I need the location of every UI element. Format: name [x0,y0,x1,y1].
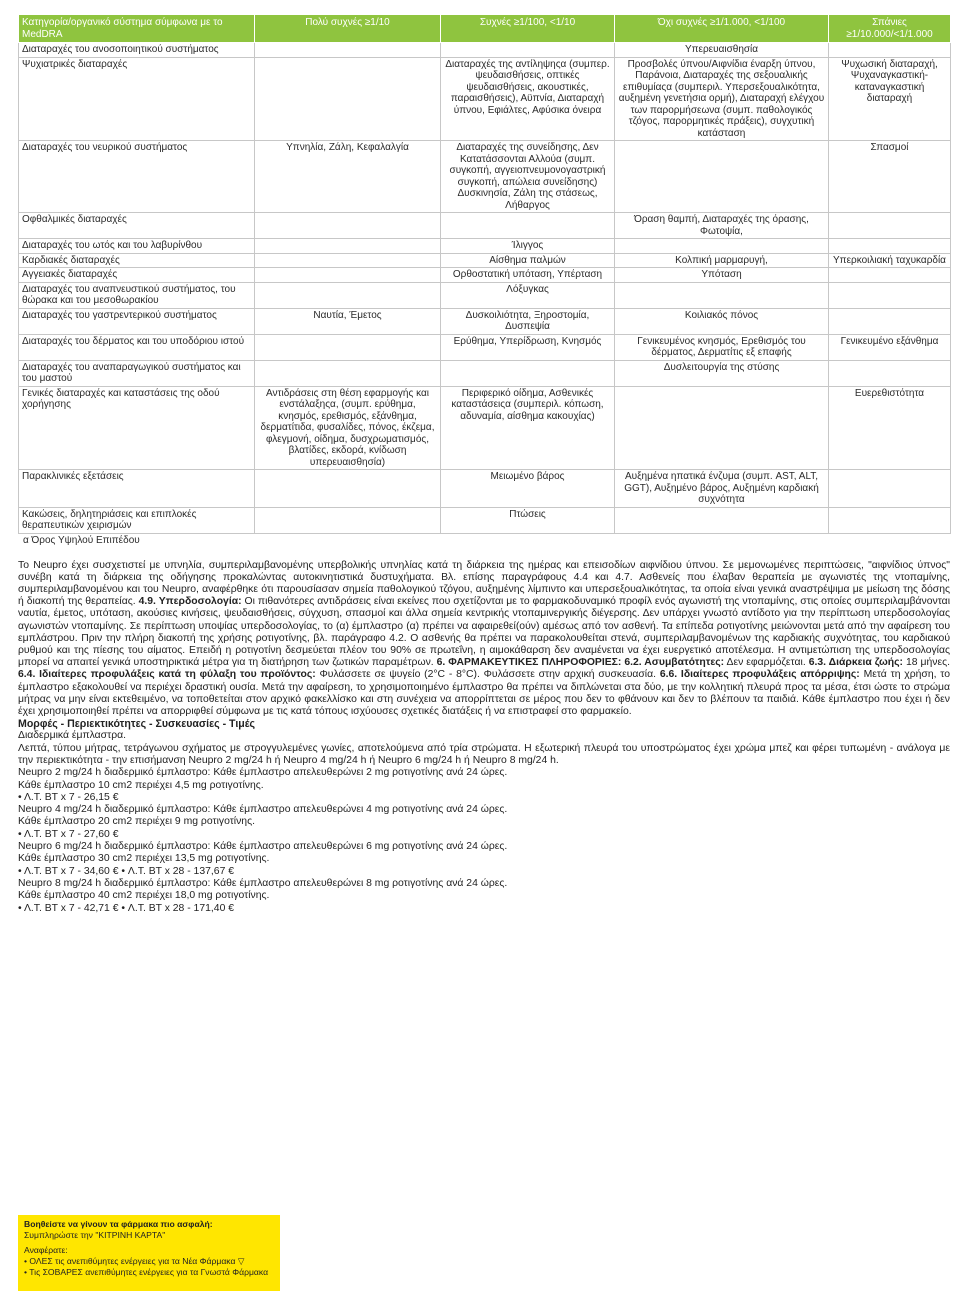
header-common: Συχνές ≥1/100, <1/10 [441,15,615,43]
table-cell: Κοιλιακός πόνος [615,308,829,334]
table-row [19,308,951,334]
table-cell [615,282,829,308]
table-cell [441,360,615,386]
forms-line: • Λ.Τ. ΒΤ x 7 - 34,60 € • Λ.Τ. ΒΤ x 28 - 137,67 € [18,865,235,877]
cell-system-organ-class: Διαταραχές του ανοσοποιητικού συστήματος [19,43,255,58]
table-row [19,386,951,470]
cell-system-organ-class: Διαταραχές του αναπαραγωγικού συστήματος και του μαστού [19,360,255,386]
table-row [19,507,951,533]
text-6-3: 18 μήνες. [905,657,950,669]
table-cell [829,282,951,308]
table-cell [255,470,441,508]
forms-line: Neupro 6 mg/24 h διαδερμικό έμπλαστρο: Κάθε έμπλαστρο απελευθερώνει 6 mg ροτιγοτίνης ανά 24 ώρες. [18,841,508,853]
table-cell: Ορθοστατική υπόταση, Υπέρταση [441,268,615,283]
text-6-4: Φυλάσσετε σε ψυγείο (2°C - 8°C). Φυλάσσετε στην αρχική συσκευασία. [319,669,657,681]
table-cell: Αίσθημα παλμών [441,253,615,268]
table-cell: Υπόταση [615,268,829,283]
table-footnote: α Όρος Υψηλού Επιπέδου [23,534,140,546]
forms-line: Neupro 2 mg/24 h διαδερμικό έμπλαστρο: Κάθε έμπλαστρο απελευθερώνει 2 mg ροτιγοτίνης ανά 24 ώρες. [18,767,508,779]
table-cell: Διαταραχές της συνείδησης, Δεν Κατατάσσονται Αλλούα (συμπ. συγκοπή, αγγειοπνευμονογαστρική συγκοπή, απώλεια συνείδησης) Δυσκινησία, Ζάλη της στάσεως, Λήθαργος [441,141,615,213]
cell-system-organ-class: Κακώσεις, δηλητηριάσεις και επιπλοκές θεραπευτικών χειρισμών [19,507,255,533]
yellow-card-box [18,1215,280,1291]
table-cell [255,507,441,533]
cell-system-organ-class: Διαταραχές του γαστρεντερικού συστήματος [19,308,255,334]
table-cell: Κολπική μαρμαρυγή, [615,253,829,268]
forms-line: Κάθε έμπλαστρο 30 cm2 περιέχει 13,5 mg ροτιγοτίνης. [18,853,270,865]
table-cell: Αυξημένα ηπατικά ένζυμα (συμπ. AST, ALT, GGT), Αυξημένο βάρος, Αυξημένη καρδιακή συχνότητα [615,470,829,508]
cell-system-organ-class: Διαταραχές του νευρικού συστήματος [19,141,255,213]
table-cell: Αντιδράσεις στη θέση εφαρμογής και ενστάλαξηςα, (συμπ. ερύθημα, κνησμός, ερεθισμός, εξάνθημα, δερματίτιδα, φυσαλίδες, πόνος, έκζεμα, φλεγμονή, οίδημα, δυσχρωματισμός, βλατίδες, εκδορά, κνίδωση υπερευαισθησία) [255,386,441,470]
table-cell [255,268,441,283]
table-row [19,282,951,308]
header-rare: Σπάνιες ≥1/10.000/<1/1.000 [829,15,951,43]
table-cell [255,282,441,308]
forms-line: • Λ.Τ. ΒΤ x 7 - 27,60 € [18,828,119,840]
table-body [19,43,951,534]
heading-4-9: 4.9. Υπερδοσολογία: [138,596,242,608]
table-row [19,253,951,268]
heading-6: 6. ΦΑΡΜΑΚΕΥΤΙΚΕΣ ΠΛΗΡΟΦΟΡΙΕΣ: 6.2. Ασυμβατότητες: [436,657,725,669]
yellow-card-title: Βοηθείστε να γίνουν τα φάρμακα πιο ασφαλή: [24,1219,213,1229]
forms-line: Λεπτά, τύπου μήτρας, τετράγωνου σχήματος με στρογγυλεμένες γωνίες, αποτελούμενα από τρία στρώματα. Η εξωτερική πλευρά του υποστρώματος έχει χρώμα μπεζ και φέρει τυπωμένη - ανάλογα με την περιεκτικότητα - την επισήμανση Neupro 2 mg/24 h ή Neupro 4 mg/24 h ή Neupro 6 mg/24 h ή Neupro 8 mg/24 h. [18,742,950,766]
heading-6-6: 6.6. Ιδιαίτερες προφυλάξεις απόρριψης: [659,669,860,681]
forms-line: • Λ.Τ. ΒΤ x 7 - 42,71 € • Λ.Τ. ΒΤ x 28 - 171,40 € [18,902,235,914]
table-cell [829,308,951,334]
yellow-card-item-new: • ΟΛΕΣ τις ανεπιθύμητες ενέργειες για τα Νέα Φάρμακα ▽ [24,1256,245,1266]
cell-system-organ-class: Αγγειακές διαταραχές [19,268,255,283]
table-cell: Διαταραχές της αντίληψηςα (συμπερ. ψευδαισθήσεις, οπτικές ψευδαισθήσεις, ακουστικές, παραισθήσεις), Αϋπνία, Διαταραχή ύπνου, Εφιάλτες, Αφύσικα όνειρα [441,57,615,141]
header-system-organ-class: Κατηγορία/οργανικό σύστημα σύμφωνα με το MedDRA [19,15,255,43]
table-row [19,57,951,141]
table-row [19,268,951,283]
table-cell: Μειωμένο βάρος [441,470,615,508]
body-text [18,560,950,915]
table-cell: Ναυτία, Έμετος [255,308,441,334]
table-cell [441,43,615,58]
table-cell: Πτώσεις [441,507,615,533]
table-row [19,334,951,360]
table-cell [829,43,951,58]
document-page [18,14,950,915]
cell-system-organ-class: Παρακλινικές εξετάσεις [19,470,255,508]
table-cell [255,213,441,239]
table-header-row [19,15,951,43]
cell-system-organ-class: Ψυχιατρικές διαταραχές [19,57,255,141]
table-row [19,213,951,239]
text-4-9: Οι πιθανότερες αντιδράσεις είναι εκείνες που σχετίζονται με το φαρμακοδυναμικό προφίλ ενός αγωνιστή της ντοπαμίνης, στις οποίες συμπεριλαμβάνονται ναυτία, έμετος, υπόταση, ακούσιες κινήσεις, ψευδαισθήσεις, σύγχυση, σπασμοί και άλλα σημεία κεντρικής ντοπαμινεργικής διέγερσης. Δεν υπάρχει γνωστό αντίδοτο για την περίπτωση υπερδοσολογίας αγωνιστών ντοπαμίνης. Σε περίπτωση υποψίας υπερδοσολογίας, το (α) έμπλαστρο (α) πρέπει να αφαιρεθεί(ούν) αμέσως από τον ασθενή. Τα επίπεδα ροτιγοτίνης μειώνονται μετά από την αφαίρεση του εμπλάστρου. Πριν την πλήρη διακοπή της χρήσης ροτιγοτίνης, βλ. παράγραφο 4.2. Ο ασθενής θα πρέπει να παρακολουθείται στενά, συμπεριλαμβανομένων της καρδιακής συχνότητας, του καρδιακού ρυθμού και της πίεσης του αίματος. Επειδή η ροτιγοτίνη δεσμεύεται πλέον του 90% σε πρωτεΐνη, η αιμοκάθαρση δεν αναμένεται να έχει ευεργετικό αποτέλεσμα. Η αντιμετώπιση της υπερδοσολογίας μπορεί να απαιτεί γενικά υποστηρικτικά μέτρα για τη διατήρηση των ζωτικών παραμέτρων. [18,596,950,669]
table-cell: Όραση θαμπή, Διαταραχές της όρασης, Φωτοψία, [615,213,829,239]
table-cell: Γενικευμένο εξάνθημα [829,334,951,360]
table-cell: Ίλιγγος [441,239,615,254]
table-row [19,141,951,213]
yellow-card-report-label: Αναφέρατε: [24,1245,68,1255]
cell-system-organ-class: Διαταραχές του αναπνευστικού συστήματος, του θώρακα και του μεσοθωρακίου [19,282,255,308]
text-6-2: Δεν εφαρμόζεται. [726,657,806,669]
header-uncommon: Όχι συχνές ≥1/1.000, <1/100 [615,15,829,43]
table-cell [255,43,441,58]
table-cell: Υπνηλία, Ζάλη, Κεφαλαλγία [255,141,441,213]
table-cell [829,239,951,254]
forms-heading: Μορφές - Περιεκτικότητες - Συσκευασίες - Τιμές [18,718,256,731]
table-cell: Λόξυγκας [441,282,615,308]
table-cell: Ψυχωσική διαταραχή, Ψυχαναγκαστική-καταναγκαστική διαταραχή [829,57,951,141]
forms-line: Κάθε έμπλαστρο 40 cm2 περιέχει 18,0 mg ροτιγοτίνης. [18,890,270,902]
table-row [19,360,951,386]
forms-line: • Λ.Τ. ΒΤ x 7 - 26,15 € [18,791,119,803]
table-cell [829,360,951,386]
table-cell [829,213,951,239]
table-cell: Ευερεθιστότητα [829,386,951,470]
cell-system-organ-class: Διαταραχές του ωτός και του λαβυρίνθου [19,239,255,254]
header-very-common: Πολύ συχνές ≥1/10 [255,15,441,43]
table-cell: Δυσλειτουργία της στύσης [615,360,829,386]
cell-system-organ-class: Καρδιακές διαταραχές [19,253,255,268]
yellow-card-item-known: • Τις ΣΟΒΑΡΕΣ ανεπιθύμητες ενέργειες για τα Γνωστά Φάρμακα [24,1267,269,1277]
cell-system-organ-class: Γενικές διαταραχές και καταστάσεις της οδού χορήγησης [19,386,255,470]
table-cell: Δυσκοιλιότητα, Ξηροστομία, Δυσπεψία [441,308,615,334]
forms-line: Κάθε έμπλαστρο 10 cm2 περιέχει 4,5 mg ροτιγοτίνης. [18,779,264,791]
yellow-card-subtitle: Συμπληρώστε την "ΚΙΤΡΙΝΗ ΚΑΡΤΑ" [24,1230,166,1240]
table-cell [255,239,441,254]
forms-lines [18,730,950,914]
cell-system-organ-class: Οφθαλμικές διαταραχές [19,213,255,239]
table-cell [615,141,829,213]
table-cell [829,507,951,533]
table-cell [615,507,829,533]
table-cell [255,360,441,386]
table-row [19,43,951,58]
forms-line: Neupro 4 mg/24 h διαδερμικό έμπλαστρο: Κάθε έμπλαστρο απελευθερώνει 4 mg ροτιγοτίνης ανά 24 ώρες. [18,804,508,816]
text-p1: Το Neupro έχει συσχετιστεί με υπνηλία, συμπεριλαμβανομένης υπερβολικής υπνηλίας κατά τη διάρκεια της ημέρας και επεισοδίων αιφνίδιου ύπνου. Σε μεμονωμένες περιπτώσεις, "αιφνίδιος ύπνος" συνέβη κατά τη διάρκεια της οδήγησης προκαλώντας αυτοκινητιστικά δυστυχήματα. Βλ. επίσης παραγράφους 4.4 και 4.7. Ασθενείς που έλαβαν θεραπεία με αγωνιστές της ντοπαμίνης, συμπεριλαμβανομένου και του Neupro, αναφέρθηκε ότι παρουσίασαν σημεία παθολογικού τζόγου, αυξημένης λίμπιντο και υπερσεξουαλικότητας, τα οποία είναι γενικά αναστρέψιμα με μείωση της δόσης ή διακοπή της θεραπείας. [18,559,950,608]
table-row [19,239,951,254]
table-cell: Περιφερικό οίδημα, Ασθενικές καταστάσειςα (συμπεριλ. κόπωση, αδυναμία, αίσθημα κακουχίας) [441,386,615,470]
forms-line: Διαδερμικά έμπλαστρα. [18,730,126,742]
table-cell: Ερύθημα, Υπερίδρωση, Κνησμός [441,334,615,360]
heading-6-3: 6.3. Διάρκεια ζωής: [808,657,903,669]
heading-6-4: 6.4. Ιδιαίτερες προφυλάξεις κατά τη φύλαξη του προϊόντος: [18,669,316,681]
forms-line: Κάθε έμπλαστρο 20 cm2 περιέχει 9 mg ροτιγοτίνης. [18,816,255,828]
table-cell: Υπερευαισθησία [615,43,829,58]
table-cell: Γενικευμένος κνησμός, Ερεθισμός του δέρματος, Δερματίτις εξ επαφής [615,334,829,360]
table-cell [255,334,441,360]
table-cell [255,57,441,141]
forms-line: Neupro 8 mg/24 h διαδερμικό έμπλαστρο: Κάθε έμπλαστρο απελευθερώνει 8 mg ροτιγοτίνης ανά 24 ώρες. [18,877,508,889]
table-cell [829,470,951,508]
table-row [19,470,951,508]
table-cell [615,386,829,470]
table-cell [615,239,829,254]
text-6-6: Μετά τη χρήση, το έμπλαστρο εξακολουθεί να περιέχει δραστική ουσία. Μετά την αφαίρεση, το χρησιμοποιημένο έμπλαστρο θα πρέπει να διπλώνεται στα δύο, με την κολλητική πλευρά προς τα μέσα, έτσι ώστε το στρώμα μήτρας να μην είναι εκτεθειμένο, να τοποθετείται στον αρχικό φακελλίσκο και στη συνέχεια να απορρίπτεται σε μέρος που δεν το φθάνουν και δεν το βλέπουν τα παιδιά. Κάθε έμπλαστρο που έχει ή δεν έχει χρησιμοποιηθεί πρέπει να απορριφθεί σύμφωνα με τις κατά τόπους ισχύουσες σχετικές διατάξεις ή να επιστραφεί στο φαρμακείο. [18,669,951,717]
table-cell: Υπερκοιλιακή ταχυκαρδία [829,253,951,268]
table-cell [441,213,615,239]
table-cell [255,253,441,268]
cell-system-organ-class: Διαταραχές του δέρματος και του υποδόριου ιστού [19,334,255,360]
adverse-reactions-table [18,14,951,534]
table-cell: Προσβολές ύπνου/Αιφνίδια έναρξη ύπνου, Παράνοια, Διαταραχές της σεξουαλικής επιθυμίαςα (συμπεριλ. Υπερσεξουαλικότητα, αυξημένη γενετήσια ορμή), Διαταραχή ελέγχου των παρορμήσεωνα (συμπ. παθολογικός τζόγος, παρορμητικές πράξεις), συγχυτική κατάσταση [615,57,829,141]
paragraph-section-4-8-tail [18,560,950,719]
table-cell [829,268,951,283]
table-cell: Σπασμοί [829,141,951,213]
